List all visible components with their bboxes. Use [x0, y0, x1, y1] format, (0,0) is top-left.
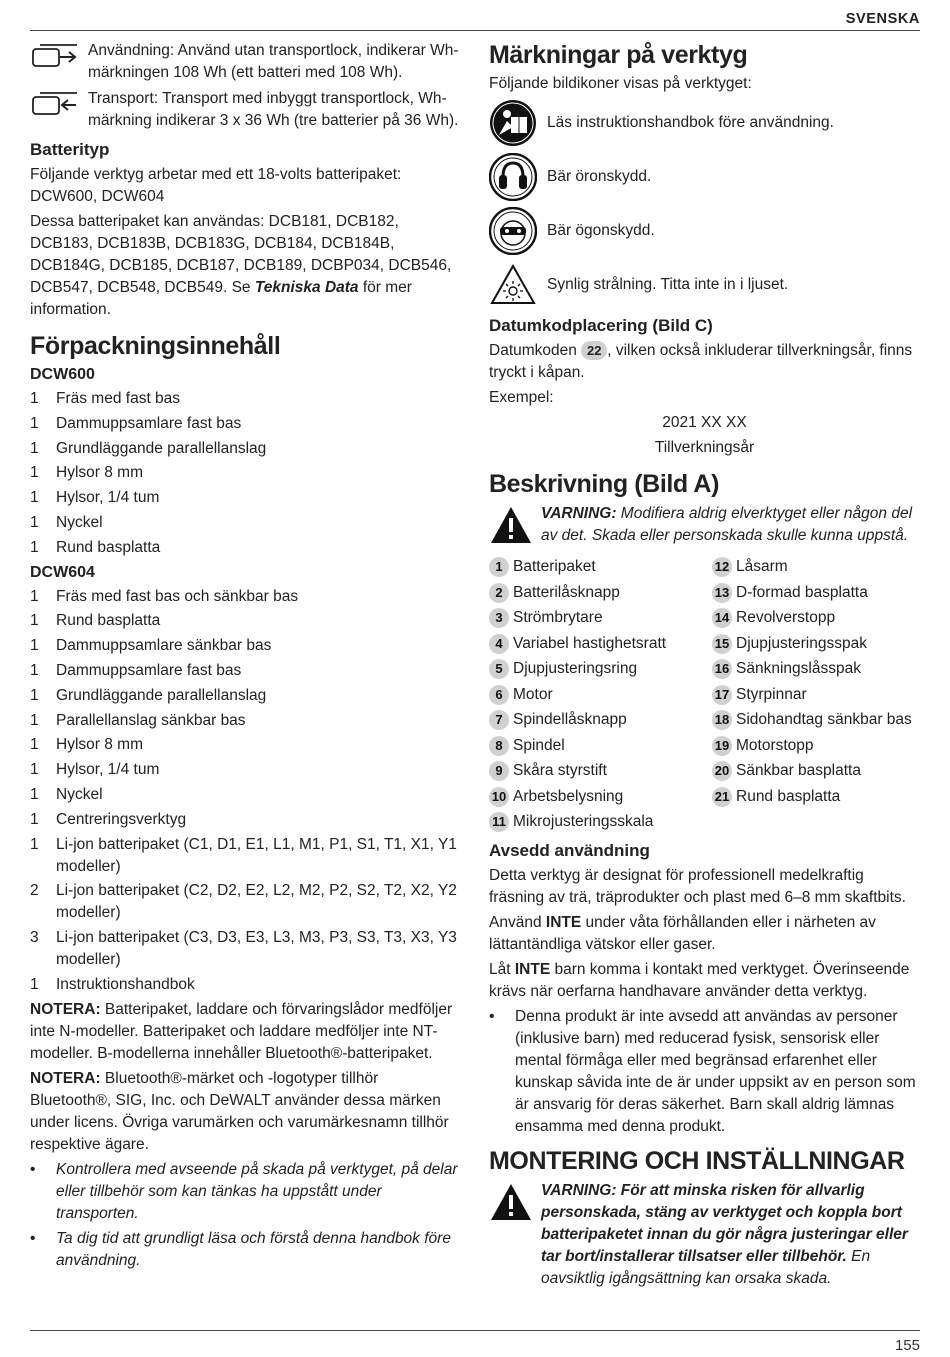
transport-usage-text: Användning: Använd utan transportlock, indikerar Wh-märkningen 108 Wh (ett batteri med 108 Wh). [88, 42, 459, 81]
item-text: Hylsor, 1/4 tum [56, 489, 160, 507]
part-number-badge: 4 [489, 634, 509, 654]
item-text: Dammuppsamlare fast bas [56, 414, 242, 432]
item-text: Grundläggande parallellanslag [56, 686, 267, 704]
part-item [712, 811, 920, 833]
list-item [30, 610, 462, 632]
list-item [30, 927, 462, 971]
item-text: Grundläggande parallellanslag [56, 439, 267, 457]
ear-protection-icon [489, 152, 547, 202]
part-item [712, 658, 920, 680]
part-number-badge: 18 [712, 710, 732, 730]
part-label: Revolverstopp [736, 609, 836, 626]
part-label: Mikrojusteringsskala [513, 813, 654, 830]
part-item [712, 684, 920, 706]
item-text: Hylsor 8 mm [56, 464, 143, 482]
part-number-badge: 11 [489, 812, 509, 832]
right-column [489, 40, 920, 1294]
part-number-badge: 15 [712, 634, 732, 654]
pictogram-row [489, 260, 920, 310]
intended-p1: Detta verktyg är designat för professionell medelkraftig fräsning av trä, träprodukter och plast med 6–8 mm skaftbits. [489, 867, 906, 906]
item-quantity: 1 [30, 439, 39, 457]
item-text: Dammuppsamlare sänkbar bas [56, 637, 272, 655]
item-text: Hylsor, 1/4 tum [56, 761, 160, 779]
list-item [30, 734, 462, 756]
transport-transport-row [30, 88, 462, 132]
pictogram-text: Bär öronskydd. [547, 168, 652, 185]
list-item [30, 974, 462, 996]
page-number: 155 [894, 1337, 920, 1354]
safety-bullets [30, 1159, 462, 1272]
radiation-warning-icon [489, 260, 547, 310]
intended-p2: Använd INTE under våta förhållanden eller i närheten av lättantändliga vätskor eller gaser. [489, 914, 876, 953]
pictogram-row [489, 206, 920, 256]
datecode-heading: Datumkodplacering (Bild C) [489, 316, 713, 335]
item-quantity: 1 [30, 587, 39, 605]
item-text: Li-jon batteripaket (C1, D1, E1, L1, M1, P1, S1, T1, X1, Y1 modeller) [56, 835, 457, 875]
markings-heading: Märkningar på verktyg [489, 41, 748, 69]
item-text: Nyckel [56, 785, 103, 803]
part-label: Djupjusteringsring [513, 660, 638, 677]
item-quantity: 1 [30, 637, 39, 655]
pictogram-row [489, 152, 920, 202]
part-label: Variabel hastighetsratt [513, 634, 667, 652]
dcw600-list [30, 388, 462, 559]
pictogram-text: Bär ögonskydd. [547, 222, 655, 239]
part-number-badge: 13 [712, 583, 732, 603]
part-item [489, 582, 712, 604]
list-item [30, 784, 462, 806]
item-quantity: 1 [30, 686, 39, 704]
list-item [30, 710, 462, 732]
part-item [489, 760, 712, 782]
item-text: Li-jon batteripaket (C2, D2, E2, L2, M2, P2, S2, T2, X2, Y2 modeller) [56, 882, 457, 922]
part-item [712, 582, 920, 604]
part-number-badge: 17 [712, 685, 732, 705]
part-label: Batteripaket [513, 558, 596, 575]
part-item [489, 556, 712, 578]
parts-list [489, 556, 920, 833]
pictogram-row [489, 98, 920, 148]
item-quantity: 1 [30, 975, 39, 993]
item-text: Rund basplatta [56, 538, 161, 556]
description-heading: Beskrivning (Bild A) [489, 470, 719, 498]
header-divider [30, 30, 920, 31]
package-contents-heading: Förpackningsinnehåll [30, 332, 281, 360]
part-label: D-formad basplatta [736, 583, 868, 601]
battery-type-heading: Batterityp [30, 140, 110, 159]
pictogram-text: Läs instruktionshandbok före användning. [547, 114, 834, 131]
transport-transport-text: Transport: Transport med inbyggt transportlock, Wh-märkning indikerar 3 x 36 Wh (tre batterier på 36 Wh). [88, 90, 459, 129]
list-item [30, 413, 462, 435]
part-item [712, 735, 920, 757]
item-quantity: 3 [30, 929, 39, 947]
part-number-badge: 16 [712, 659, 732, 679]
item-quantity: 1 [30, 513, 39, 531]
part-item [489, 709, 712, 731]
item-text: Parallellanslag sänkbar bas [56, 711, 246, 729]
part-item [489, 735, 712, 757]
list-item [30, 880, 462, 924]
intended-use-heading: Avsedd användning [489, 841, 650, 860]
warning-triangle-icon [489, 503, 541, 552]
assembly-heading: MONTERING OCH INSTÄLLNINGAR [489, 1147, 905, 1175]
technical-data-ref: Tekniska Data [254, 279, 359, 296]
intended-p3: Låt INTE barn komma i kontakt med verktyget. Överinseende krävs när oerfarna handhavare använder detta verktyg. [489, 961, 910, 1000]
part-item [489, 607, 712, 629]
item-quantity: 2 [30, 882, 39, 900]
footer-divider [30, 1330, 920, 1331]
item-quantity: 1 [30, 711, 39, 729]
part-number-badge: 20 [712, 761, 732, 781]
pictogram-text: Synlig strålning. Titta inte in i ljuset. [547, 276, 789, 293]
item-text: Dammuppsamlare fast bas [56, 661, 242, 679]
note-1: NOTERA: Batteripaket, laddare och förvaringslådor medföljer inte N-modeller. Batteripaket och laddare medföljer inte NT-modeller. B-modellerna innehåller Bluetooth®-batteripaket. [30, 1000, 453, 1062]
part-label: Låsarm [736, 558, 788, 575]
part-item [712, 633, 920, 655]
battery-type-p2: Dessa batteripaket kan användas: DCB181, DCB182, DCB183, DCB183B, DCB183G, DCB184, DCB184B, DCB184G, DCB185, DCB187, DCB189, DCBP034, DCB546, DCB547, DCB548, DCB549. Se Tekniska Data för mer information. [30, 213, 452, 318]
page-language-label: SVENSKA [845, 11, 920, 27]
part-item [489, 658, 712, 680]
datecode-text: Datumkoden 22 , vilken också inkluderar tillverkningsår, finns tryckt i kåpan. [489, 342, 913, 381]
part-item [489, 684, 712, 706]
part-number-badge: 8 [489, 736, 509, 756]
item-quantity: 1 [30, 761, 39, 779]
battery-type-p1: Följande verktyg arbetar med ett 18-volts batteripaket: DCW600, DCW604 [30, 166, 402, 205]
item-quantity: 1 [30, 414, 39, 432]
item-text: Nyckel [56, 513, 103, 531]
part-number-badge: 14 [712, 608, 732, 628]
list-item [30, 635, 462, 657]
warning-triangle-icon [489, 1180, 541, 1290]
example-code: 2021 XX XX [662, 414, 747, 431]
note-2: NOTERA: Bluetooth®-märket och -logotyper tillhör Bluetooth®, SIG, Inc. och DeWALT använder dessa märken under licens. Övriga varumärken och varumärkesnamn tillhör respektive ägare. [30, 1069, 449, 1153]
part-item [712, 709, 920, 731]
left-column [30, 40, 462, 1275]
part-label: Arbetsbelysning [513, 787, 624, 805]
item-text: Instruktionshandbok [56, 975, 195, 993]
part-number-badge: 6 [489, 685, 509, 705]
part-item [489, 786, 712, 808]
read-manual-icon [489, 98, 547, 148]
item-text: Centreringsverktyg [56, 810, 187, 828]
dcw604-title: DCW604 [30, 563, 95, 581]
part-label: Sidohandtag sänkbar bas [736, 711, 912, 728]
example-caption: Tillverkningsår [654, 439, 755, 456]
list-item [30, 462, 462, 484]
part-label: Rund basplatta [736, 787, 841, 805]
part-number-badge: 7 [489, 710, 509, 730]
part-number-badge: 5 [489, 659, 509, 679]
part-label: Sänkningslåsspak [736, 660, 861, 677]
intended-bullets [489, 1006, 920, 1138]
list-item [30, 685, 462, 707]
item-quantity: 1 [30, 612, 39, 630]
item-text: Hylsor 8 mm [56, 736, 143, 754]
example-label: Exempel: [489, 389, 554, 406]
part-label: Spindellåsknapp [513, 711, 627, 728]
item-text: Fräs med fast bas [56, 390, 181, 407]
part-item [712, 786, 920, 808]
list-item [30, 512, 462, 534]
list-item: • Kontrollera med avseende på skada på verktyget, på delar eller tillbehör som kan tänkas ha uppstått under transporten. [30, 1160, 458, 1222]
part-label: Motor [513, 685, 553, 703]
part-label: Spindel [513, 736, 565, 754]
item-quantity: 1 [30, 390, 39, 407]
list-item [30, 809, 462, 831]
part-number-badge: 3 [489, 608, 509, 628]
part-number-badge: 10 [489, 787, 509, 807]
markings-intro: Följande bildikoner visas på verktyget: [489, 75, 752, 92]
list-item [30, 388, 462, 410]
part-label: Sänkbar basplatta [736, 762, 861, 779]
part-number-badge: 12 [712, 557, 732, 577]
warning-assembly: VARNING: För att minska risken för allvarlig personskada, stäng av verktyget och koppla bort batteripaketet innan du gör några justeringar eller tar bort/installerar tillsatser eller tillbehör. En oavsiktlig igångsättning kan orsaka skada. [489, 1180, 920, 1290]
list-item [30, 438, 462, 460]
eye-protection-icon [489, 206, 547, 256]
list-item [30, 586, 462, 608]
part-item [489, 811, 712, 833]
part-number-badge: 2 [489, 583, 509, 603]
dcw604-list [30, 586, 462, 996]
item-quantity: 1 [30, 538, 39, 556]
part-item [712, 760, 920, 782]
part-number-badge: 19 [712, 736, 732, 756]
part-number-badge: 9 [489, 761, 509, 781]
part-label: Motorstopp [736, 736, 814, 754]
part-number-badge: 22 [581, 341, 607, 360]
part-item [712, 607, 920, 629]
item-text: Rund basplatta [56, 612, 161, 630]
part-label: Styrpinnar [736, 685, 807, 703]
part-label: Batterilåsknapp [513, 583, 620, 601]
item-text: Fräs med fast bas och sänkbar bas [56, 587, 299, 605]
list-item [30, 834, 462, 878]
part-label: Skåra styrstift [513, 762, 607, 779]
list-item [30, 487, 462, 509]
list-item: • Ta dig tid att grundligt läsa och förstå denna handbok före användning. [30, 1229, 451, 1269]
item-quantity: 1 [30, 810, 39, 828]
list-item [30, 660, 462, 682]
list-item [30, 759, 462, 781]
item-quantity: 1 [30, 785, 39, 803]
part-number-badge: 1 [489, 557, 509, 577]
list-item: • Denna produkt är inte avsedd att användas av personer (inklusive barn) med reducerad fysisk, sensorisk eller mental förmåga eller med begränsad erfarenhet eller kunskap såvida inte de är under uppsikt av en person som är ansvarig för deras säkerhet. Barn skall aldrig lämnas ensamma med denna produkt. [489, 1008, 916, 1135]
list-item [30, 537, 462, 559]
item-text: Li-jon batteripaket (C3, D3, E3, L3, M3, P3, S3, T3, X3, Y3 modeller) [56, 929, 457, 969]
item-quantity: 1 [30, 661, 39, 679]
item-quantity: 1 [30, 736, 39, 754]
part-item [712, 556, 920, 578]
transport-usage-row [30, 40, 462, 84]
item-quantity: 1 [30, 464, 39, 482]
dcw600-title: DCW600 [30, 366, 95, 383]
item-quantity: 1 [30, 835, 39, 853]
part-label: Strömbrytare [513, 609, 603, 626]
part-label: Djupjusteringsspak [736, 634, 867, 652]
warning-modify: VARNING: Modifiera aldrig elverktyget eller någon del av det. Skada eller personskada skulle kunna uppstå. [489, 503, 920, 552]
part-number-badge: 21 [712, 787, 732, 807]
part-item [489, 633, 712, 655]
battery-no-cap-icon [30, 40, 88, 77]
battery-with-cap-icon [30, 88, 88, 125]
item-quantity: 1 [30, 489, 39, 507]
